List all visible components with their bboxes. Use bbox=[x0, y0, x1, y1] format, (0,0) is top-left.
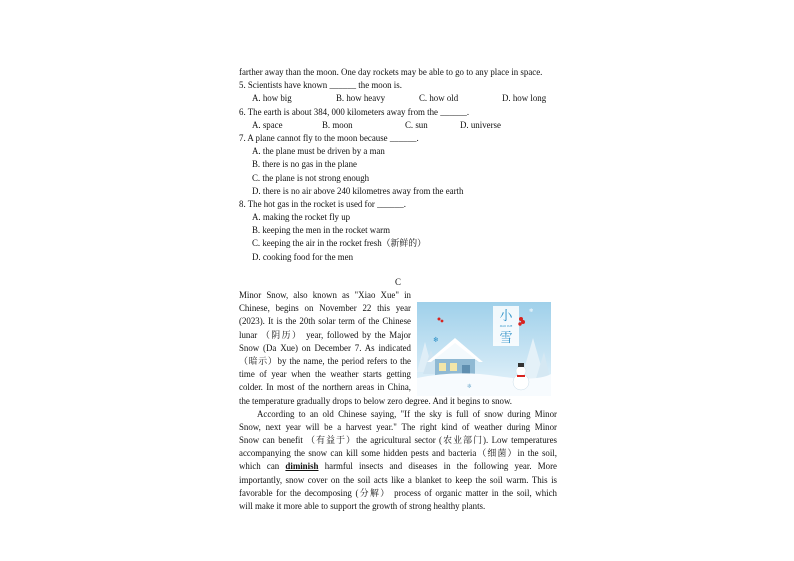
text-line: favorable for the decomposing (分解） process of organic matter in the soil, which bbox=[239, 487, 557, 498]
option-b: B. keeping the men in the rocket warm bbox=[252, 225, 391, 236]
text-line: （暗示）by the name, the period refers to the bbox=[239, 355, 411, 366]
option-b: B. there is no gas in the plane bbox=[252, 159, 357, 170]
text-line: Snow (Da Xue) on December 7. As indicated bbox=[239, 342, 411, 353]
title-glyph: 小 bbox=[499, 309, 513, 324]
paragraph-2 bbox=[239, 408, 557, 514]
text-line: time of year when the weather starts getting bbox=[239, 369, 411, 380]
option-c: C. keeping the air in the rocket fresh（新鲜的） bbox=[252, 238, 427, 249]
option-d: D. there is no air above 240 kilometres away from the earth bbox=[252, 185, 464, 196]
question-8-stem: 8. The hot gas in the rocket is used for ______. bbox=[239, 198, 406, 209]
text-line: importantly, snow cover on the soil acts like a blanket to keep the soil warm. This is bbox=[239, 474, 557, 485]
option-a: A. how big bbox=[252, 93, 292, 104]
text-line: farther away than the moon. One day rockets may be able to go to any place in space. bbox=[239, 67, 543, 77]
snowflake-icon: ❄ bbox=[433, 336, 439, 344]
option-b: B. moon bbox=[322, 119, 353, 130]
text-line: the temperature gradually drops to below zero degree. And it begins to snow. bbox=[239, 395, 512, 406]
text-line: Minor Snow, also known as "Xiao Xue" in bbox=[239, 290, 411, 300]
text-line: According to an old Chinese saying, "If the sky is full of snow during Minor bbox=[257, 408, 557, 419]
section-heading: C bbox=[395, 276, 401, 287]
text-line: colder. In most of the northern areas in China, bbox=[239, 382, 411, 393]
option-c: C. how old bbox=[419, 93, 459, 104]
question-5-options bbox=[239, 92, 557, 105]
option-d: D. universe bbox=[460, 119, 501, 130]
option-a: A. the plane must be driven by a man bbox=[252, 146, 385, 157]
image-caption: XIAO XUE bbox=[499, 325, 513, 328]
text-run: which can bbox=[239, 461, 286, 472]
worksheet-page bbox=[239, 66, 557, 513]
text-line: Chinese, begins on November 22 this year bbox=[239, 303, 411, 314]
question-6-stem: 6. The earth is about 384, 000 kilometers away from the ______. bbox=[239, 106, 470, 117]
option-b: B. how heavy bbox=[336, 93, 386, 104]
option-c: C. sun bbox=[405, 119, 428, 130]
text-line: (2023). It is the 20th solar term of the Chinese bbox=[239, 316, 411, 327]
snow-scene-svg bbox=[417, 302, 551, 396]
text-line: Snow, next year will be a harvest year." The right kind of weather during Minor bbox=[239, 421, 557, 432]
text-run: harmful insects and diseases in the following year. More bbox=[318, 461, 557, 472]
question-7-stem: 7. A plane cannot fly to the moon because ______. bbox=[239, 132, 419, 143]
title-glyph: 雪 bbox=[499, 331, 513, 346]
text-line bbox=[239, 460, 557, 473]
option-a: A. making the rocket fly up bbox=[252, 212, 351, 223]
option-d: D. cooking food for the men bbox=[252, 251, 354, 262]
question-5-stem: 5. Scientists have known ______ the moon is. bbox=[239, 80, 402, 91]
vocab-word: diminish bbox=[285, 461, 319, 472]
text-line: will make it more able to support the growth of strong healthy plants. bbox=[239, 501, 486, 511]
snowflake-icon: ❄ bbox=[467, 383, 473, 390]
text-line: Snow can benefit （有益于）the agricultural sector (农业部门). Low temperatures bbox=[239, 435, 557, 446]
option-d: D. how long bbox=[502, 93, 547, 104]
option-a: A. space bbox=[252, 119, 283, 130]
text-line: accompanying the snow can kill some hidden pests and bacteria（细菌）in the soil, bbox=[239, 448, 557, 459]
option-c: C. the plane is not strong enough bbox=[252, 172, 370, 183]
snowflake-icon: ❄ bbox=[529, 308, 534, 314]
question-6-options bbox=[239, 119, 557, 132]
text-line: lunar （阴历） year, followed by the Major bbox=[239, 329, 411, 340]
minor-snow-illustration bbox=[417, 302, 551, 396]
